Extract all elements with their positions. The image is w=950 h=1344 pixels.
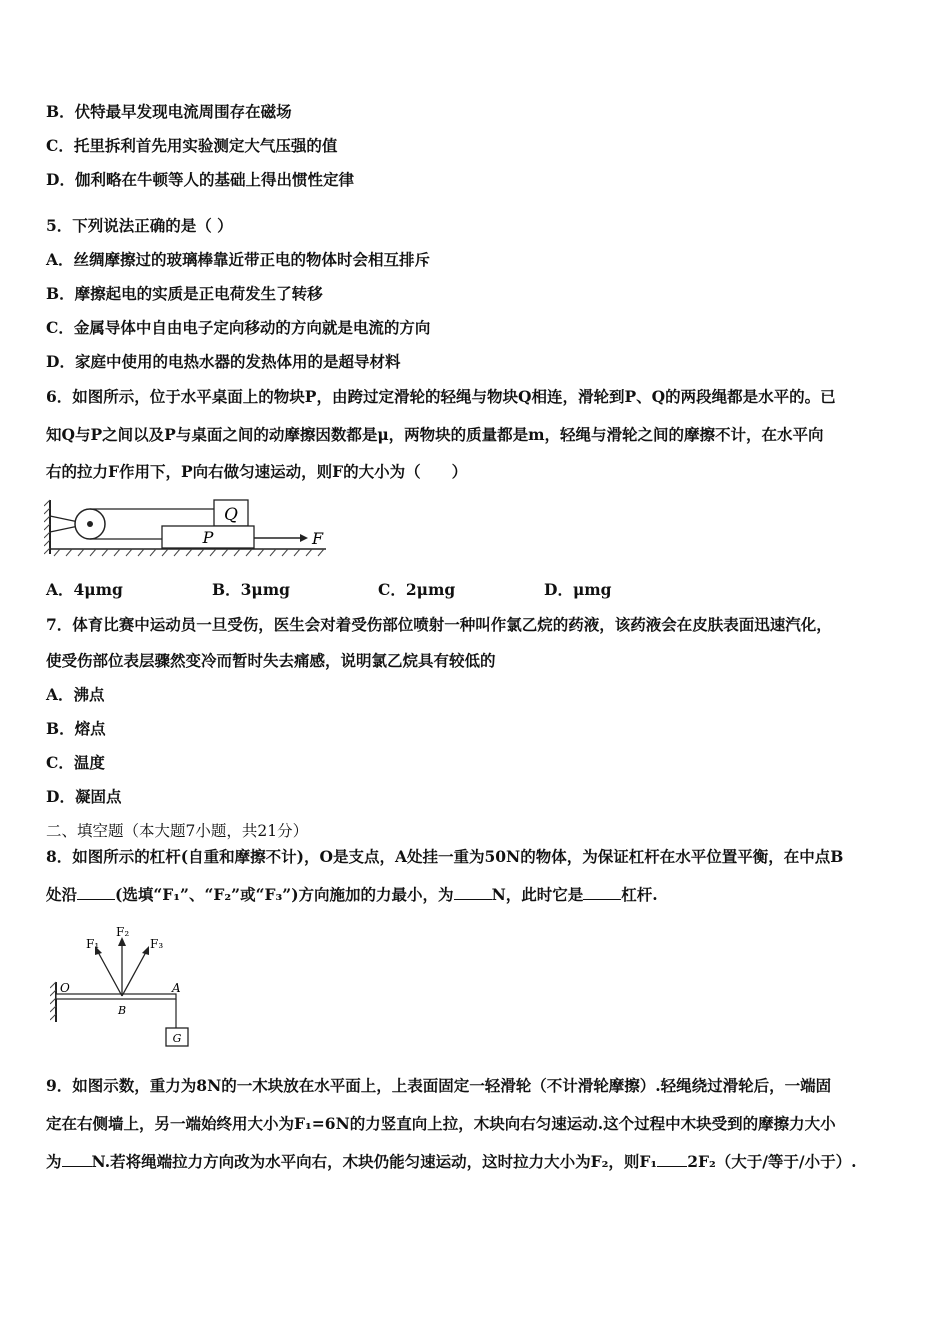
weight-g-label: G: [172, 1032, 182, 1045]
q6-option-c: C．2μmg: [378, 580, 456, 599]
q6-stem-line1: 6．如图所示，位于水平桌面上的物块P，由跨过定滑轮的轻绳与物块Q相连，滑轮到P、Q的两段绳都是水平的。已: [46, 387, 836, 406]
q6-stem-line3: 右的拉力F作用下，P向右做匀速运动，则F的大小为（ ）: [46, 462, 468, 481]
lever-bar: [56, 994, 176, 999]
q8-blank-lever-type[interactable]: [583, 885, 621, 900]
q5-option-b: B．摩擦起电的实质是正电荷发生了转移: [46, 284, 323, 303]
q8-line2: 处沿 (选填“F₁”、“F₂”或“F₃”)方向施加的力最小，为 N，此时它是 杠杆.: [46, 885, 658, 904]
q6-option-a: A．4μmg: [46, 580, 123, 599]
q7-option-a: A．沸点: [46, 685, 105, 704]
q9-blank-friction[interactable]: [62, 1152, 92, 1167]
block-p-label: P: [202, 528, 214, 547]
q7-option-d: D．凝固点: [46, 787, 122, 806]
point-o-label: O: [60, 981, 70, 995]
q9-line1: 9．如图示数，重力为8N的一木块放在水平面上，上表面固定一轻滑轮（不计滑轮摩擦）.轻绳绕过滑轮后，一端固: [46, 1076, 832, 1095]
q7-stem-line1: 7．体育比赛中运动员一旦受伤，医生会对着受伤部位喷射一种叫作氯乙烷的药液，该药液会在皮肤表面迅速汽化，: [46, 615, 832, 634]
section-2-heading: 二、填空题（本大题7小题，共21分）: [46, 822, 309, 840]
point-a-label: A: [172, 981, 181, 995]
q5-option-d: D．家庭中使用的电热水器的发热体用的是超导材料: [46, 352, 401, 371]
q8-blank-direction[interactable]: [77, 885, 115, 900]
q4-option-b: B．伏特最早发现电流周围存在磁场: [46, 102, 292, 121]
block-q-label: Q: [224, 505, 238, 525]
q9-blank-compare[interactable]: [657, 1152, 687, 1167]
force-f3-label: F₃: [150, 937, 164, 951]
q4-option-d: D．伽利略在牛顿等人的基础上得出惯性定律: [46, 170, 354, 189]
q4-option-c: C．托里拆利首先用实验测定大气压强的值: [46, 136, 338, 155]
q6-option-d: D．μmg: [544, 580, 612, 599]
q8-line1: 8．如图所示的杠杆(自重和摩擦不计)，O是支点，A处挂一重为50N的物体，为保证杠杆在水平位置平衡，在中点B: [46, 847, 844, 866]
q5-option-c: C．金属导体中自由电子定向移动的方向就是电流的方向: [46, 318, 431, 337]
q6-pulley-figure: [44, 494, 334, 562]
q7-stem-line2: 使受伤部位表层骤然变冷而暂时失去痛感，说明氯乙烷具有较低的: [46, 651, 496, 670]
q9-line2: 定在右侧墙上，另一端始终用大小为F₁=6N的力竖直向上拉，木块向右匀速运动.这个过程中木块受到的摩擦力大小: [46, 1114, 836, 1133]
q6-stem-line2: 知Q与P之间以及P与桌面之间的动摩擦因数都是μ，两物块的质量都是m，轻绳与滑轮之间的摩擦不计，在水平向: [46, 425, 824, 444]
q9-line3: 为 N.若将绳端拉力方向改为水平向右，木块仍能匀速运动，这时拉力大小为F₂，则F₁ 2F₂（大于/等于/小于）.: [46, 1152, 857, 1171]
force-f2-label: F₂: [116, 925, 130, 939]
q5-stem: 5．下列说法正确的是（ ）: [46, 216, 233, 235]
q7-option-c: C．温度: [46, 753, 105, 772]
force-f1-label: F₁: [86, 937, 100, 951]
q8-blank-force[interactable]: [454, 885, 492, 900]
q5-option-a: A．丝绸摩擦过的玻璃棒靠近带正电的物体时会相互排斥: [46, 250, 431, 269]
q7-option-b: B．熔点: [46, 719, 106, 738]
force-f-label: F: [312, 529, 324, 548]
q6-option-b: B．3μmg: [212, 580, 290, 599]
point-b-label: B: [118, 1004, 127, 1017]
q8-lever-figure: [50, 922, 200, 1052]
q6-options: [46, 580, 612, 600]
